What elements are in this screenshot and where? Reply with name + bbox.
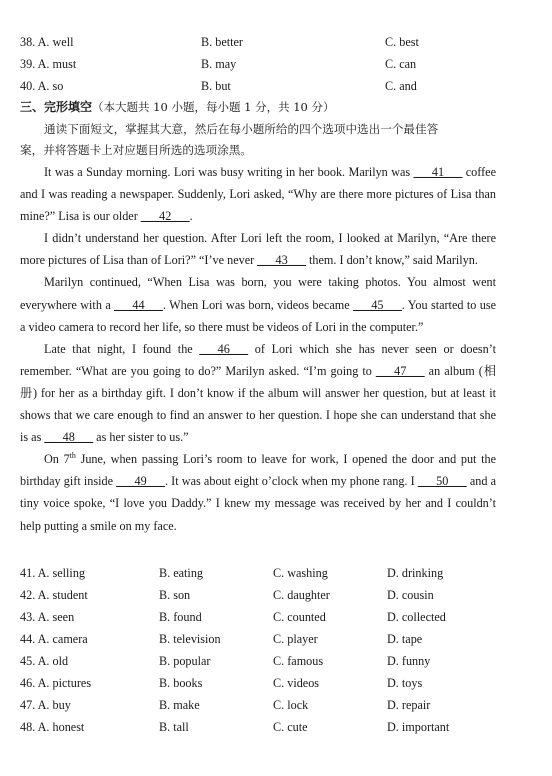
instruction-line-2: 案，并将答题卡上对应题目所选的选项涂黑。 — [20, 143, 252, 157]
text: them. I don’t know,” said Marilyn. — [305, 253, 478, 268]
option-c: C. daughter — [273, 588, 330, 602]
option-b: B. eating — [159, 566, 204, 580]
question-47-options — [20, 698, 540, 716]
question-44-options — [20, 632, 540, 650]
option-c: C. counted — [273, 610, 326, 624]
text: an album (相册) for her as a birthday gift. I don’t know if the album will answer her question, but at least it shows that we care enough to find an answer to her question. I hope she can understand that she is as — [20, 363, 496, 445]
option-c: C. best — [385, 35, 419, 49]
option-d: D. important — [387, 720, 450, 734]
option-b: B. television — [159, 632, 221, 646]
blank-41: ___41___ — [413, 165, 463, 179]
question-46-options — [20, 676, 540, 694]
blank-43: ___43___ — [257, 253, 306, 268]
text: It was a Sunday morning. Lori was busy writing in her book. Marilyn was — [44, 165, 414, 179]
text: . — [189, 209, 193, 224]
option-b: B. make — [159, 698, 200, 712]
option-c: C. famous — [273, 654, 324, 668]
option-a: 47. A. buy — [20, 698, 71, 712]
option-c: C. can — [385, 57, 417, 71]
text: I didn’t understand her question. After Lori left the room, I looked at Marilyn, “Are there more pictures of Lisa than of Lori?” “I’ve never — [20, 231, 496, 268]
instruction-line-1: 通读下面短文，掌握其大意，然后在每小题所给的四个选项中选出一个最佳答 — [44, 122, 439, 136]
option-c: C. lock — [273, 698, 309, 712]
option-a: 41. A. selling — [20, 566, 86, 580]
text: as her sister to us.” — [93, 430, 189, 445]
option-b: B. popular — [159, 654, 211, 668]
option-b: B. books — [159, 676, 203, 690]
section-title: 三、完形填空 — [20, 100, 93, 114]
question-43-options — [20, 610, 540, 628]
option-d: D. drinking — [387, 566, 444, 580]
option-d: D. repair — [387, 698, 431, 712]
question-38-options — [20, 35, 540, 53]
paragraph-1 — [20, 161, 496, 227]
option-a: 44. A. camera — [20, 632, 88, 646]
option-c: C. and — [385, 79, 417, 93]
option-b: B. but — [201, 79, 231, 93]
question-48-options — [20, 720, 540, 738]
ordinal-suffix: th — [69, 451, 76, 461]
blank-49: ___49___ — [116, 474, 165, 489]
text: of Lori which she has never seen or doesn’t remember. “What are you going to do?” Marilyn asked. “I’m going to — [20, 341, 496, 378]
text: June, when passing Lori’s room to leave for work, I opened the door and put the birthday gift inside — [20, 452, 496, 489]
question-39-options — [20, 57, 540, 75]
question-41-options — [20, 566, 540, 584]
option-b: B. better — [201, 35, 243, 49]
blank-48: ___48___ — [44, 430, 94, 445]
paragraph-5 — [20, 448, 496, 536]
blank-44: ___44___ — [114, 297, 163, 312]
text: On 7 — [44, 452, 70, 467]
option-d: D. funny — [387, 654, 431, 668]
section-note: （本大题共 10 小题，每小题 1 分，共 10 分） — [92, 100, 335, 114]
blank-46: ___46___ — [199, 341, 249, 356]
text: and a tiny voice spoke, “I love you Daddy.” I knew my message was received by her and I couldn’t help putting a smile on my face. — [20, 474, 497, 533]
question-42-options — [20, 588, 540, 606]
option-c: C. player — [273, 632, 318, 646]
text: . When Lori was born, videos became — [162, 297, 354, 312]
text: . You started to use a video camera to record her life, so there must be videos of Lori in the computer.” — [20, 297, 496, 334]
option-d: D. collected — [387, 610, 446, 624]
blank-42: ___42___ — [140, 209, 190, 224]
option-d: D. tape — [387, 632, 423, 646]
text: . It was about eight o’clock when my phone rang. I — [164, 474, 418, 489]
paragraph-4 — [20, 338, 496, 448]
option-d: D. toys — [387, 676, 423, 690]
option-b: B. found — [159, 610, 202, 624]
option-a: 46. A. pictures — [20, 676, 92, 690]
option-b: B. tall — [159, 720, 189, 734]
option-b: B. son — [159, 588, 191, 602]
option-b: B. may — [201, 57, 237, 71]
paragraph-3 — [20, 271, 496, 337]
option-c: C. videos — [273, 676, 320, 690]
option-c: C. washing — [273, 566, 328, 580]
blank-50: ___50___ — [417, 474, 467, 489]
option-a: 43. A. seen — [20, 610, 75, 624]
question-40-options — [20, 79, 540, 97]
option-a: 39. A. must — [20, 57, 77, 71]
question-45-options — [20, 654, 540, 672]
option-a: 48. A. honest — [20, 720, 85, 734]
option-c: C. cute — [273, 720, 308, 734]
option-a: 45. A. old — [20, 654, 69, 668]
option-a: 42. A. student — [20, 588, 88, 602]
cloze-passage — [20, 161, 496, 537]
option-a: 40. A. so — [20, 79, 64, 93]
section-heading — [20, 98, 540, 115]
option-d: D. cousin — [387, 588, 434, 602]
blank-47: ___47___ — [375, 363, 425, 378]
text: coffee and I was reading a newspaper. Suddenly, Lori asked, “Why are there more pictures of Lisa than mine?” Lisa is our older — [20, 165, 496, 224]
text: Marilyn continued, “When Lisa was born, you were taking photos. You almost went everywhere with a — [20, 275, 496, 312]
blank-45: ___45___ — [353, 297, 402, 312]
paragraph-2 — [20, 227, 496, 271]
text: Late that night, I found the — [44, 341, 200, 356]
section-instructions — [20, 119, 534, 161]
option-a: 38. A. well — [20, 35, 74, 49]
